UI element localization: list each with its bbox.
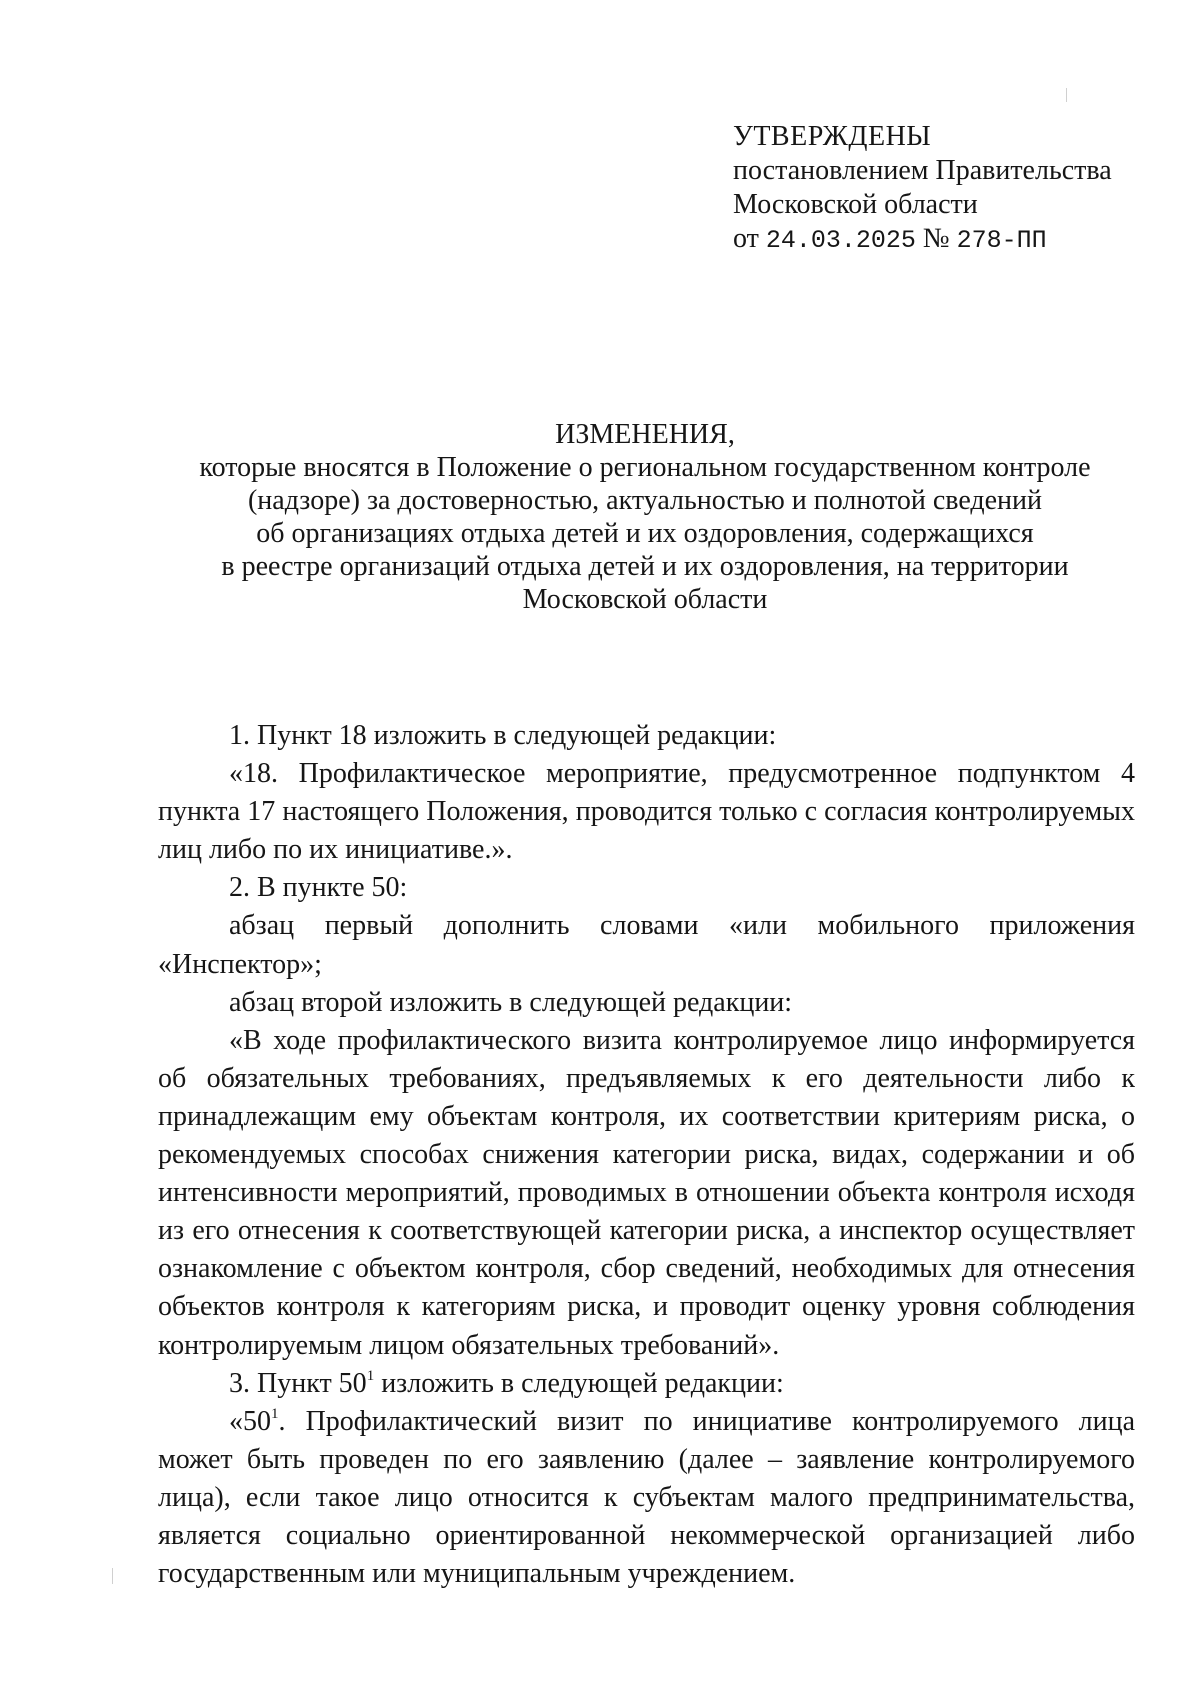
paragraph-text: 3. Пункт 50	[229, 1367, 367, 1399]
paragraph: «18. Профилактическое мероприятие, предусмотренное подпунктом 4 пункта 17 настоящего Положения, проводится только с согласия контролируемых лиц либо по их инициативе.».	[158, 758, 1135, 866]
paragraph: абзац первый дополнить словами «или мобильного приложения «Инспектор»;	[158, 910, 1135, 980]
approval-line: Московской области	[733, 189, 978, 220]
paragraph: 1. Пункт 18 изложить в следующей редакции:	[229, 720, 777, 751]
document-heading	[150, 418, 1140, 616]
heading-line: (надзоре) за достоверностью, актуальностью и полнотой сведений	[247, 485, 1043, 516]
date-prefix: от	[733, 223, 759, 254]
paragraph-text: «50	[229, 1405, 271, 1437]
paragraph-text: . Профилактический визит по инициативе контролируемого лица может быть проведен по его заявлению (далее – заявление контролируемого лица), если такое лицо относится к субъектам малого предпринимательства, является социально ориентированной некоммерческой организацией либо государственным или муниципальным учреждением.	[158, 1405, 1135, 1590]
document-title: ИЗМЕНЕНИЯ,	[555, 419, 735, 450]
document-body	[158, 717, 1135, 1593]
paragraph: 2. В пункте 50:	[229, 872, 408, 904]
paragraph-text: изложить в следующей редакции:	[374, 1367, 784, 1399]
decree-number: 278-ПП	[956, 226, 1047, 255]
heading-line: в реестре организаций отдыха детей и их оздоровления, на территории	[221, 551, 1069, 582]
scan-mark	[112, 1568, 113, 1584]
decree-date: 24.03.2025	[765, 226, 916, 255]
heading-line: об организациях отдыха детей и их оздоровления, содержащихся	[256, 518, 1034, 549]
decree-reference	[733, 222, 1112, 258]
heading-line: которые вносятся в Положение о региональном государственном контроле	[199, 452, 1091, 483]
superscript: 1	[271, 1405, 279, 1422]
approval-stamp	[733, 120, 1112, 258]
scan-mark	[1066, 88, 1067, 102]
paragraph: «В ходе профилактического визита контролируемое лицо информируется об обязательных требованиях, предъявляемых к его деятельности либо к принадлежащим ему объектам контроля, их соответствии критериям риска, о рекомендуемых способах снижения категории риска, видах, содержании и об интенсивности мероприятий, проводимых в отношении объекта контроля исходя из его отнесения к соответствующей категории риска, а инспектор осуществляет ознакомление с объектом контроля, сбор сведений, необходимых для отнесения объектов контроля к категориям риска, и проводит оценку уровня соблюдения контролируемым лицом обязательных требований».	[158, 1024, 1135, 1361]
approval-line: постановлением Правительства	[733, 155, 1112, 186]
number-sign: №	[922, 223, 950, 254]
superscript: 1	[366, 1367, 375, 1384]
heading-line: Московской области	[522, 584, 768, 615]
approval-title: УТВЕРЖДЕНЫ	[733, 121, 932, 152]
paragraph	[158, 1403, 1135, 1593]
paragraph: абзац второй изложить в следующей редакции:	[229, 986, 793, 1018]
paragraph	[158, 1365, 1135, 1403]
